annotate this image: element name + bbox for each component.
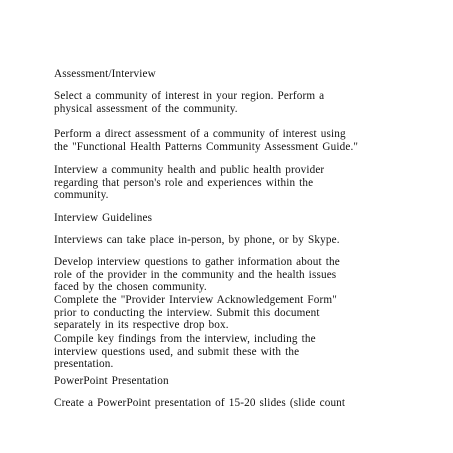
paragraph-interview-provider: Interview a community health and public health provider regarding that person's role and experiences within the community. xyxy=(54,164,325,202)
paragraph-direct-assessment: Perform a direct assessment of a community of interest using the "Functional Health Patterns Community Assessment Guide." xyxy=(54,128,359,153)
paragraph-interview-modes: Interviews can take place in-person, by phone, or by Skype. xyxy=(54,234,340,246)
paragraph-compile-findings: Compile key findings from the interview, including the interview questions used, and submit these with the presentation. xyxy=(54,333,316,371)
section-heading-assessment: Assessment/Interview xyxy=(54,68,156,80)
paragraph-acknowledgement-form: Complete the "Provider Interview Acknowledgement Form" prior to conducting the interview. Submit this document separately in its respective drop box. xyxy=(54,294,337,332)
paragraph-create-presentation: Create a PowerPoint presentation of 15-20 slides (slide count xyxy=(54,397,346,409)
paragraph-develop-questions: Develop interview questions to gather information about the role of the provider in the community and the health issues faced by the chosen community. xyxy=(54,256,340,294)
paragraph-select-community: Select a community of interest in your region. Perform a physical assessment of the community. xyxy=(54,90,325,115)
section-heading-interview-guidelines: Interview Guidelines xyxy=(54,212,153,224)
section-heading-powerpoint: PowerPoint Presentation xyxy=(54,375,169,387)
